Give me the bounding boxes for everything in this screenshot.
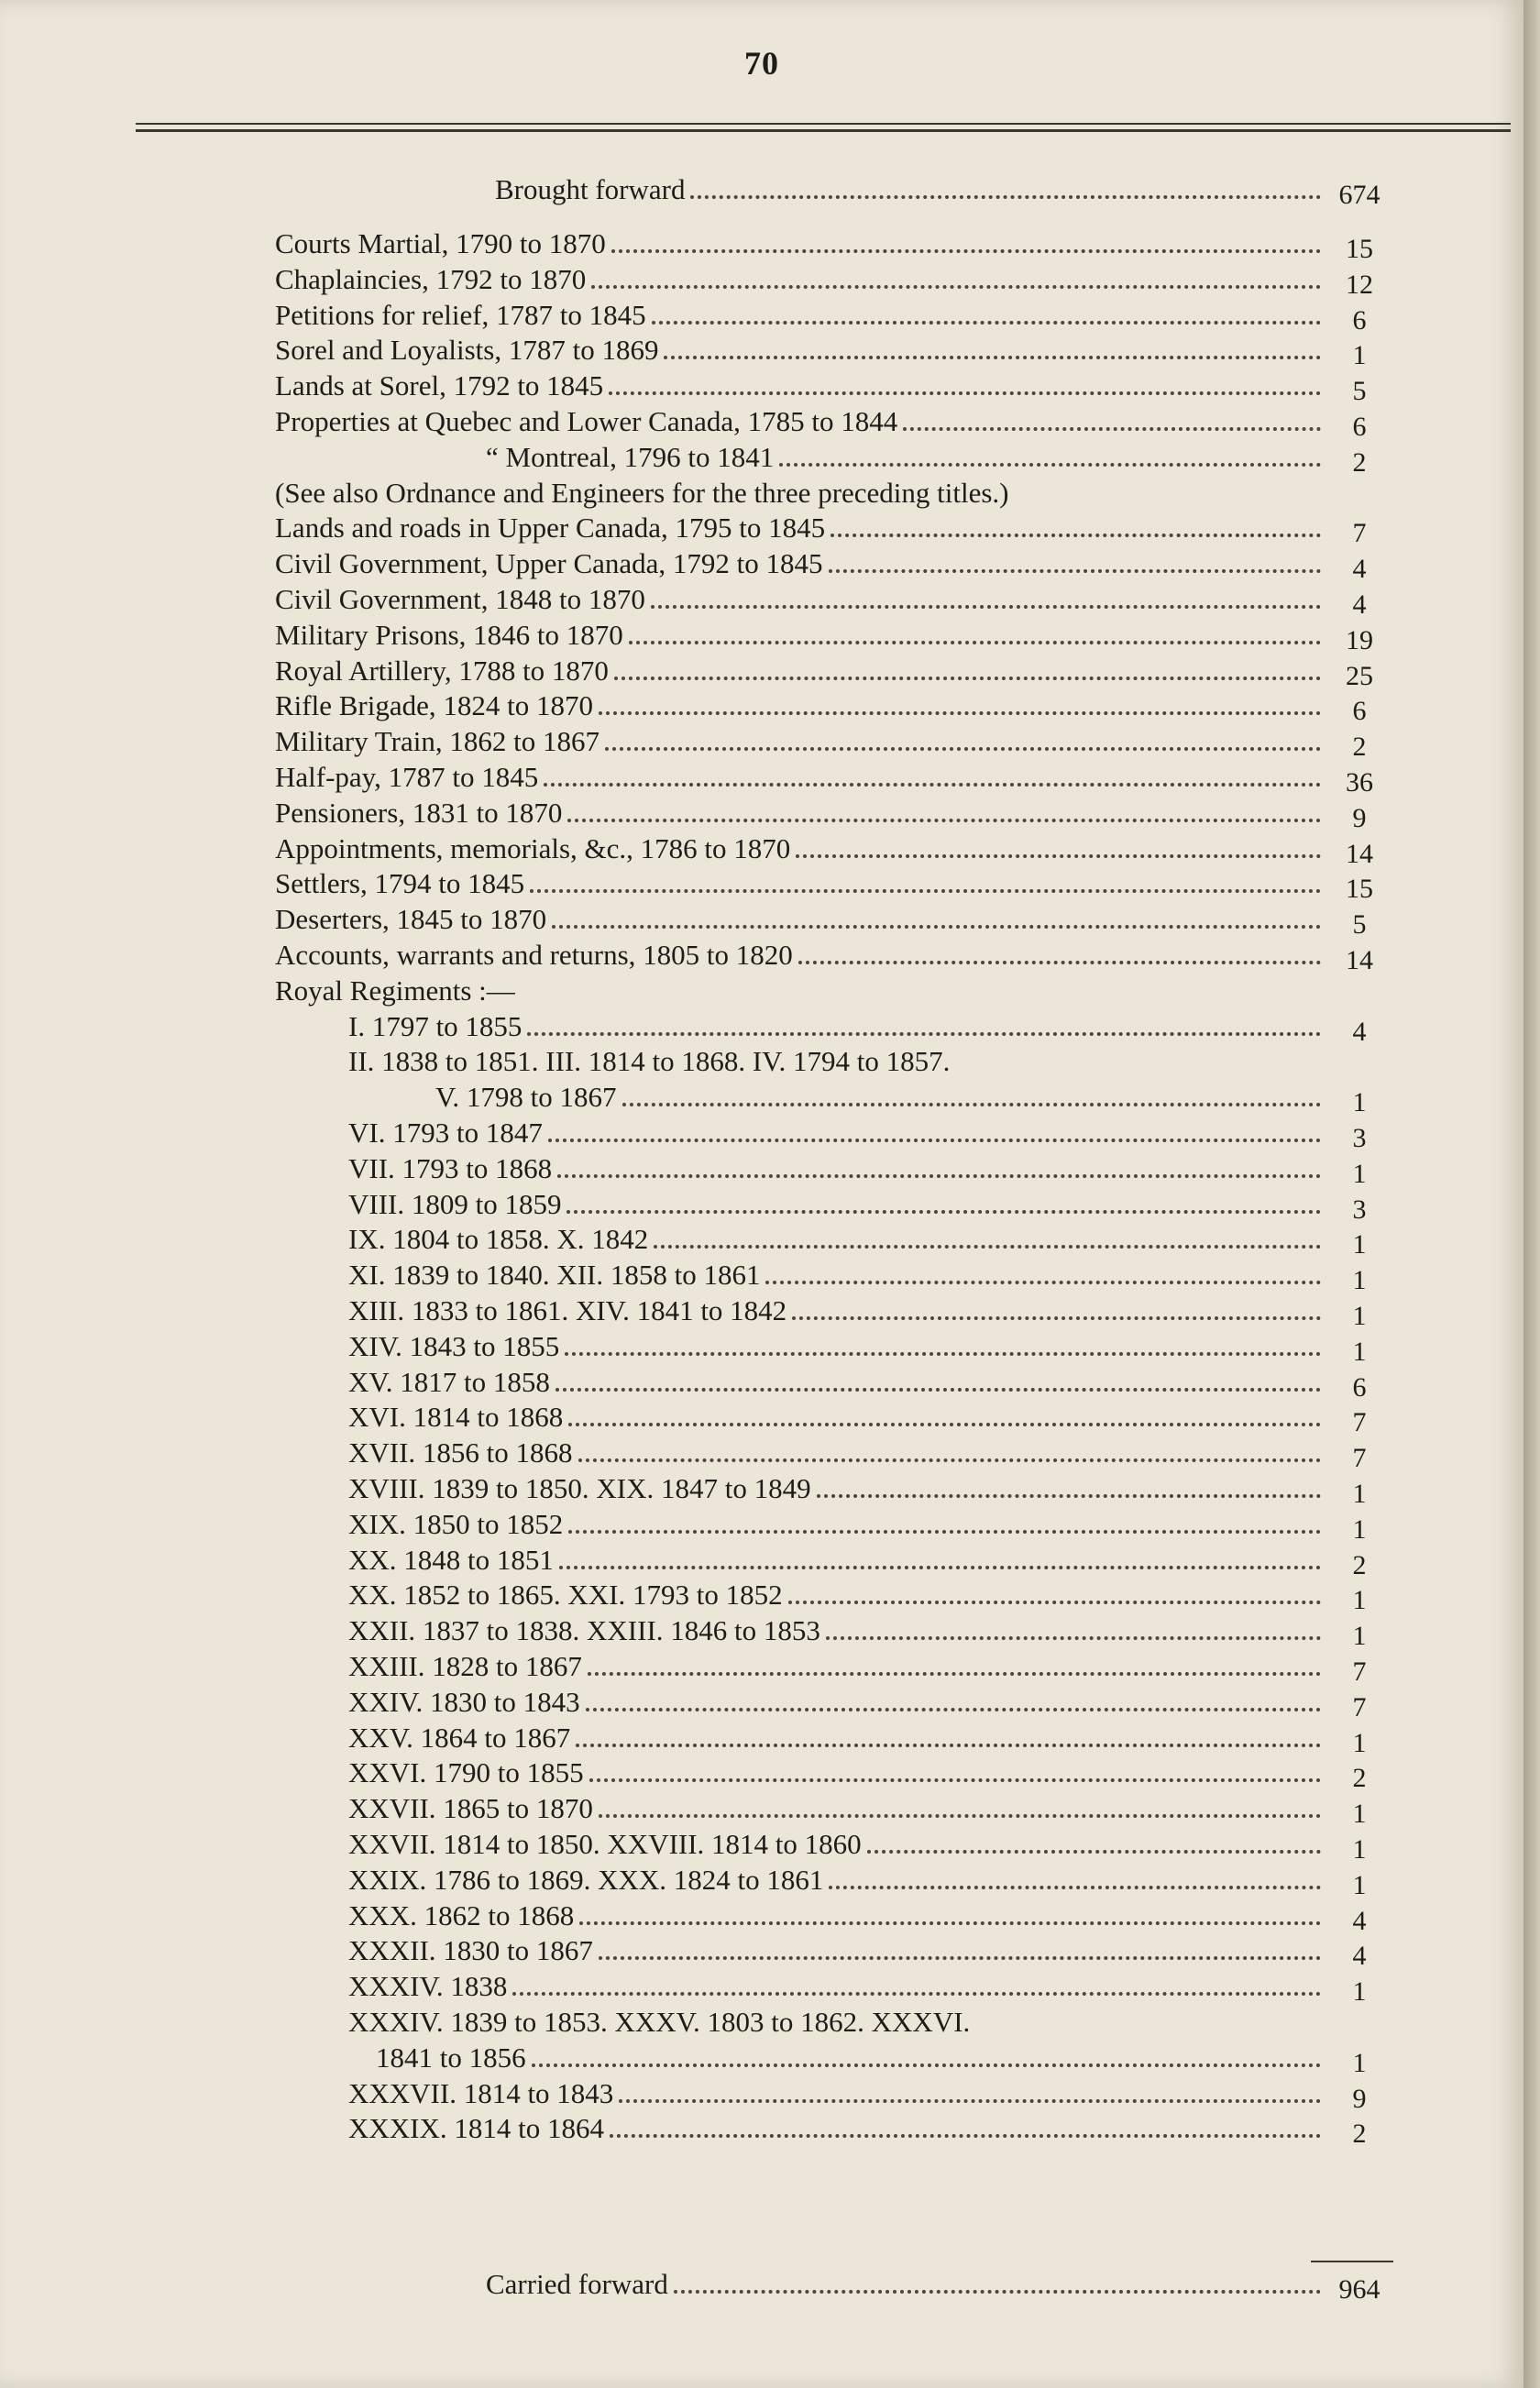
entry-row [0, 298, 1524, 336]
entry-count: 2 [1352, 1549, 1367, 1580]
header-rule-top [136, 123, 1511, 125]
entry-count: 6 [1352, 412, 1367, 442]
dot-leader [605, 747, 1321, 751]
entry-label-cell [275, 618, 1326, 653]
entry-label-cell [348, 1400, 1326, 1435]
entry-label-cell [275, 369, 1326, 403]
entry-label-cell [348, 1009, 1326, 1044]
entry-row [0, 1258, 1524, 1296]
dot-leader [599, 711, 1321, 715]
entry-label: Appointments, memorials, &c., 1786 to 1870 [275, 831, 791, 864]
dot-leader [552, 925, 1321, 929]
entry-row [0, 1721, 1524, 1758]
entry-label-cell [348, 1685, 1326, 1720]
entry-label-cell [348, 1471, 1326, 1506]
entry-label-cell [348, 1293, 1326, 1328]
entry-label: XX. 1848 to 1851 [348, 1543, 554, 1576]
entry-row [0, 866, 1524, 905]
dot-leader [566, 1210, 1321, 1214]
entry-label-cell [348, 1258, 1326, 1293]
entry-row [0, 1507, 1524, 1545]
dot-leader [599, 1814, 1321, 1818]
entry-count: 1 [1352, 1621, 1367, 1652]
entry-label-cell [275, 262, 1326, 297]
entry-label: Royal Regiments :— [275, 974, 515, 1007]
entry-count: 6 [1352, 304, 1367, 336]
entry-count: 2 [1352, 1763, 1367, 1794]
entry-label: Pensioners, 1831 to 1870 [275, 796, 563, 829]
dot-leader [674, 2290, 1321, 2294]
entry-count: 1 [1352, 1158, 1367, 1189]
entry-count: 1 [1352, 1336, 1367, 1367]
carried-forward-row [0, 2267, 1524, 2309]
dot-leader [586, 1708, 1321, 1711]
entry-label: XIV. 1843 to 1855 [348, 1329, 560, 1362]
entry-row [0, 1293, 1524, 1331]
entry-label: XIII. 1833 to 1861. XIV. 1841 to 1842 [348, 1294, 787, 1326]
brought-forward-row [0, 172, 1524, 213]
entry-label: XXII. 1837 to 1838. XXIII. 1846 to 1853 [348, 1614, 820, 1647]
entry-row [0, 760, 1524, 798]
dot-leader [829, 1886, 1321, 1889]
entry-label-cell [348, 1187, 1326, 1222]
entry-label: XIX. 1850 to 1852 [348, 1507, 564, 1540]
entry-label: Civil Government, 1848 to 1870 [275, 583, 645, 615]
dot-leader [817, 1494, 1321, 1498]
entry-label: Deserters, 1845 to 1870 [275, 903, 547, 936]
entry-row [0, 1151, 1524, 1189]
entry-count: 19 [1346, 624, 1373, 655]
dot-leader [532, 2063, 1321, 2067]
entry-row [0, 938, 1524, 973]
entry-label: Chaplaincies, 1792 to 1870 [275, 262, 587, 295]
entry-label-cell [275, 226, 1326, 261]
dot-leader [654, 1245, 1321, 1249]
entry-label: XVIII. 1839 to 1850. XIX. 1847 to 1849 [348, 1472, 811, 1504]
dot-leader [629, 641, 1321, 644]
dot-leader [527, 1032, 1321, 1036]
dot-leader [867, 1850, 1321, 1854]
entry-row [0, 1436, 1524, 1474]
dot-leader [830, 534, 1321, 537]
entry-label: XXVII. 1814 to 1850. XXVIII. 1814 to 1860 [348, 1828, 862, 1860]
entry-row [0, 1863, 1524, 1898]
dot-leader [792, 1316, 1321, 1320]
entry-label-cell [348, 2076, 1326, 2111]
entry-count: 15 [1346, 234, 1373, 264]
entry-label-cell [348, 1222, 1326, 1257]
entry-label-cell [348, 1151, 1326, 1186]
entry-label-cell [275, 760, 1326, 795]
entry-label-cell [348, 1613, 1326, 1648]
entry-count: 7 [1352, 1656, 1367, 1687]
entry-row [0, 2005, 1524, 2040]
entry-label: Royal Artillery, 1788 to 1870 [275, 654, 609, 687]
entry-label: XX. 1852 to 1865. XXI. 1793 to 1852 [348, 1579, 783, 1612]
dot-leader [664, 356, 1321, 359]
entry-label: XXVI. 1790 to 1855 [348, 1756, 584, 1789]
total-rule [1311, 2261, 1393, 2262]
entry-label-cell [275, 654, 1326, 688]
entry-label: XXXVII. 1814 to 1843 [348, 2076, 614, 2109]
entry-label-cell [348, 1578, 1326, 1612]
entry-label-cell [275, 974, 1326, 1008]
entry-label-cell [275, 866, 1326, 901]
dot-leader [903, 427, 1321, 431]
dot-leader [614, 677, 1321, 680]
dot-leader [619, 2099, 1321, 2103]
entry-label-cell [348, 1044, 1326, 1079]
entry-count: 1 [1352, 1229, 1367, 1260]
entry-row [0, 1044, 1524, 1079]
entry-row [0, 1649, 1524, 1687]
dot-leader [829, 569, 1321, 573]
entry-row [0, 546, 1524, 585]
dot-leader [651, 605, 1321, 609]
entry-row [0, 333, 1524, 371]
entry-label: IX. 1804 to 1858. X. 1842 [348, 1223, 649, 1256]
dot-leader [567, 819, 1321, 822]
entry-label: XXV. 1864 to 1867 [348, 1721, 571, 1754]
entry-label: V. 1798 to 1867 [435, 1081, 617, 1114]
dot-leader [599, 1956, 1321, 1960]
entry-label: Petitions for relief, 1787 to 1845 [275, 298, 646, 331]
dot-leader [556, 1388, 1321, 1392]
header-rule-bottom [136, 129, 1511, 132]
entry-label: II. 1838 to 1851. III. 1814 to 1868. IV. 1794 to 1857. [348, 1045, 951, 1078]
entry-count: 9 [1352, 802, 1367, 833]
entry-row [0, 831, 1524, 869]
entry-label-cell [275, 796, 1326, 831]
entry-row [0, 262, 1524, 300]
entry-label-cell [348, 2111, 1326, 2146]
entry-label-cell [348, 1933, 1326, 1968]
entry-row [0, 1471, 1524, 1509]
entry-count: 1 [1352, 2047, 1367, 2078]
entry-row [0, 404, 1524, 442]
entry-row [0, 1187, 1524, 1225]
dot-leader [568, 1423, 1321, 1426]
entry-label: Accounts, warrants and returns, 1805 to 1820 [275, 939, 793, 971]
entry-label-cell [275, 902, 1326, 937]
entry-row [0, 1329, 1524, 1367]
dot-leader [559, 1566, 1321, 1569]
entry-row [0, 511, 1524, 549]
entry-label-cell [348, 1755, 1326, 1790]
dot-leader [765, 1281, 1321, 1284]
entry-count: 5 [1352, 376, 1367, 407]
entry-count: 2 [1352, 732, 1367, 763]
entry-label-cell [275, 476, 1326, 511]
page-number: 70 [744, 45, 779, 82]
entry-label: XXIV. 1830 to 1843 [348, 1685, 580, 1718]
entry-label-cell [486, 440, 1326, 475]
entry-label-cell [348, 1365, 1326, 1400]
entry-count: 5 [1352, 909, 1367, 941]
entry-row [0, 1578, 1524, 1616]
entry-row [0, 1969, 1524, 2008]
entry-row [0, 1543, 1524, 1578]
entry-count: 6 [1352, 696, 1367, 727]
brought-forward-label-cell [495, 172, 1326, 207]
entry-count: 7 [1352, 1691, 1367, 1722]
entry-row [0, 654, 1524, 691]
entry-row [0, 369, 1524, 407]
entry-label: XXXIX. 1814 to 1864 [348, 2112, 604, 2145]
entry-count: 1 [1352, 1513, 1367, 1545]
entry-row [0, 1400, 1524, 1438]
dot-leader [568, 1530, 1321, 1534]
entry-label-cell [275, 831, 1326, 866]
dot-leader [779, 463, 1321, 467]
entry-count: 3 [1352, 1123, 1367, 1153]
entry-label-cell [275, 582, 1326, 617]
page-edge [1524, 0, 1540, 2388]
entry-label: (See also Ordnance and Engineers for the three preceding titles.) [275, 476, 1009, 509]
entry-row [0, 618, 1524, 653]
entry-count: 1 [1352, 1479, 1367, 1509]
entry-count: 3 [1352, 1194, 1367, 1225]
entry-row [0, 1933, 1524, 1972]
entry-count: 9 [1352, 2083, 1367, 2114]
entry-row [0, 724, 1524, 763]
entry-label: XXX. 1862 to 1868 [348, 1898, 575, 1931]
entry-row [0, 1613, 1524, 1652]
carried-forward-label-cell [486, 2267, 1326, 2302]
entry-label: Properties at Quebec and Lower Canada, 1785 to 1844 [275, 405, 898, 437]
entry-count: 36 [1346, 767, 1373, 798]
dot-leader [548, 1139, 1321, 1142]
entry-count: 1 [1352, 1799, 1367, 1830]
entry-label: Civil Government, Upper Canada, 1792 to 1845 [275, 547, 823, 580]
entry-row [0, 1365, 1524, 1403]
entry-label: “ Montreal, 1796 to 1841 [486, 440, 775, 473]
entry-label: Courts Martial, 1790 to 1870 [275, 227, 606, 259]
entry-label: XV. 1817 to 1858 [348, 1365, 550, 1398]
entry-row [0, 582, 1524, 620]
entry-label-cell [275, 333, 1326, 368]
entry-label: XXXII. 1830 to 1867 [348, 1934, 593, 1967]
entry-label: VI. 1793 to 1847 [348, 1117, 543, 1149]
dot-leader [578, 1458, 1321, 1462]
dot-leader [611, 249, 1321, 253]
entry-row [0, 1009, 1524, 1047]
entry-label-cell [275, 404, 1326, 439]
entry-label-cell [275, 511, 1326, 545]
entry-label: XXIII. 1828 to 1867 [348, 1650, 582, 1682]
entry-label-cell [348, 1543, 1326, 1578]
entry-row [0, 796, 1524, 831]
dot-leader [557, 1174, 1321, 1178]
entry-label-cell [348, 1791, 1326, 1826]
entry-count: 4 [1352, 1016, 1367, 1047]
entry-count: 4 [1352, 1905, 1367, 1936]
entry-count: 2 [1352, 2118, 1367, 2150]
dot-leader [530, 889, 1321, 893]
entry-row [0, 1898, 1524, 1936]
entry-label: VIII. 1809 to 1859 [348, 1187, 562, 1220]
entry-row [0, 1222, 1524, 1260]
entry-label: Half-pay, 1787 to 1845 [275, 761, 539, 793]
entry-label: XXVII. 1865 to 1870 [348, 1792, 593, 1825]
entry-count: 12 [1346, 269, 1373, 300]
entry-label: XXIX. 1786 to 1869. XXX. 1824 to 1861 [348, 1863, 824, 1896]
entry-count: 1 [1352, 1087, 1367, 1118]
entry-count: 14 [1346, 838, 1373, 869]
entry-row [0, 1827, 1524, 1865]
dot-leader [579, 1921, 1321, 1925]
entry-count: 4 [1352, 554, 1367, 585]
entry-row [0, 1116, 1524, 1153]
dot-leader [796, 854, 1321, 858]
dot-leader [576, 1744, 1321, 1747]
entry-label-cell [348, 2005, 1326, 2040]
dot-leader [798, 961, 1321, 964]
entry-row [0, 226, 1524, 264]
entry-count: 4 [1352, 1941, 1367, 1972]
entry-label: Lands and roads in Upper Canada, 1795 to 1845 [275, 512, 826, 545]
entry-label: I. 1797 to 1855 [348, 1009, 522, 1042]
entry-row [0, 1080, 1524, 1118]
entry-label: XXXIV. 1838 [348, 1970, 508, 2003]
brought-forward-total: 674 [1338, 180, 1380, 210]
brought-forward-label: Brought forward [495, 173, 686, 205]
entry-count: 25 [1346, 660, 1373, 691]
entry-label: Lands at Sorel, 1792 to 1845 [275, 369, 604, 402]
dot-leader [512, 1992, 1321, 1996]
entry-label: XXXIV. 1839 to 1853. XXXV. 1803 to 1862. XXXVI. [348, 2006, 971, 2038]
entry-label-cell [348, 1863, 1326, 1898]
dot-leader [788, 1601, 1321, 1604]
entry-count: 7 [1352, 518, 1367, 549]
entry-label-cell [348, 1721, 1326, 1755]
entry-count: 1 [1352, 1976, 1367, 2008]
entry-count: 7 [1352, 1443, 1367, 1474]
entry-count: 1 [1352, 1301, 1367, 1331]
entry-label-cell [275, 724, 1326, 759]
entry-row [0, 2111, 1524, 2150]
entry-count: 7 [1352, 1407, 1367, 1438]
entry-row [0, 688, 1524, 727]
dot-leader [589, 1778, 1321, 1782]
entry-label-cell [348, 1436, 1326, 1470]
entry-count: 1 [1352, 1727, 1367, 1758]
entry-count: 14 [1346, 945, 1373, 975]
entry-label-cell [348, 1898, 1326, 1933]
entry-label-cell [348, 1649, 1326, 1684]
entry-row [0, 440, 1524, 478]
dot-leader [609, 391, 1321, 395]
entry-label-cell [348, 1827, 1326, 1862]
entry-label: 1841 to 1856 [376, 2041, 526, 2074]
dot-leader [622, 1103, 1321, 1106]
dot-leader [565, 1352, 1321, 1356]
entry-label: Rifle Brigade, 1824 to 1870 [275, 689, 593, 722]
entry-count: 4 [1352, 589, 1367, 620]
entry-label-cell [275, 546, 1326, 581]
entry-label: VII. 1793 to 1868 [348, 1151, 553, 1184]
entry-label-cell [435, 1080, 1326, 1115]
entry-label: XVI. 1814 to 1868 [348, 1401, 564, 1434]
dot-leader [544, 783, 1321, 787]
dot-leader [610, 2134, 1321, 2138]
entry-row [0, 476, 1524, 511]
entry-row [0, 2041, 1524, 2078]
entry-count: 6 [1352, 1371, 1367, 1403]
entry-row [0, 1685, 1524, 1720]
entry-count: 1 [1352, 1869, 1367, 1900]
entry-count: 1 [1352, 1834, 1367, 1865]
entry-count: 15 [1346, 874, 1373, 905]
entry-label: Military Train, 1862 to 1867 [275, 725, 600, 758]
entry-row [0, 1791, 1524, 1830]
entry-count: 1 [1352, 340, 1367, 371]
entry-label: Military Prisons, 1846 to 1870 [275, 618, 623, 651]
entry-count: 1 [1352, 1265, 1367, 1296]
entry-label: Sorel and Loyalists, 1787 to 1869 [275, 334, 659, 367]
entry-label-cell [348, 1969, 1326, 2004]
entry-label-cell [275, 688, 1326, 723]
dot-leader [591, 285, 1321, 289]
dot-leader [588, 1672, 1321, 1676]
entry-label-cell [348, 1329, 1326, 1364]
entry-label: XVII. 1856 to 1868 [348, 1436, 573, 1469]
dot-leader [652, 321, 1321, 325]
dot-leader [690, 195, 1321, 199]
entry-row [0, 902, 1524, 941]
dot-leader [826, 1636, 1321, 1640]
entry-count: 1 [1352, 1585, 1367, 1616]
entry-label-cell [275, 298, 1326, 333]
entry-count: 2 [1352, 446, 1367, 478]
carried-forward-total: 964 [1338, 2274, 1380, 2305]
entry-label-cell [348, 1116, 1326, 1150]
carried-forward-label: Carried forward [486, 2268, 668, 2300]
entry-label-cell [348, 1507, 1326, 1542]
entry-row [0, 974, 1524, 1008]
entry-row [0, 2076, 1524, 2114]
entry-label-cell [275, 938, 1326, 973]
entry-label-cell [376, 2041, 1326, 2075]
entry-row [0, 1755, 1524, 1794]
entry-label: XI. 1839 to 1840. XII. 1858 to 1861 [348, 1259, 761, 1292]
entry-label: Settlers, 1794 to 1845 [275, 867, 525, 900]
